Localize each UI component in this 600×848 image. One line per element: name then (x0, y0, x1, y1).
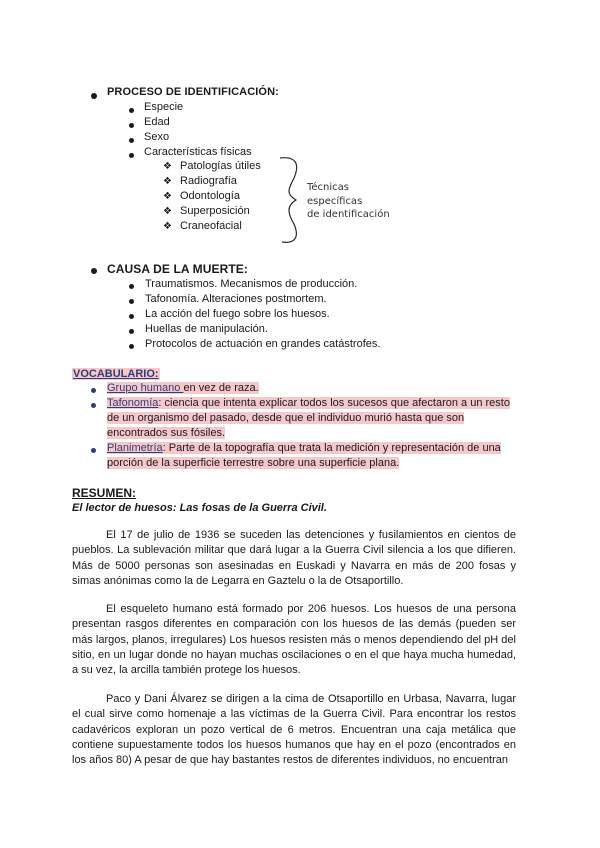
list-item: Huellas de manipulación. (145, 323, 268, 335)
list-item: Traumatismos. Mecanismos de producción. (145, 278, 358, 290)
sub-list-item: Patologías útiles (180, 160, 261, 172)
bullet (91, 388, 96, 393)
paragraph: El 17 de julio de 1936 se suceden las detenciones y fusilamientos en cientos de pueblos. La sublevación militar que dará lugar a la Guerra Civil silencia a los que difieren. Más de 5000 personas son asesinadas en Euskadi y Navarra en más de 200 fosas y simas anónimas como la de Legarra en Gaztelu o la de Otsaportillo. (72, 529, 516, 587)
bullet (129, 284, 134, 289)
bullet (129, 314, 134, 319)
diamond-bullet-icon: ❖ (163, 161, 172, 172)
bullet (91, 403, 96, 408)
identificacion-heading: PROCESO DE IDENTIFICACIÓN: (107, 86, 279, 98)
bullet (129, 299, 134, 304)
bullet (91, 93, 97, 99)
vocab-definition-line: de un organismo del pasado, desde que el individuo murió hasta que son (107, 412, 465, 424)
bullet (129, 108, 134, 113)
vocab-definition: : ciencia que intenta explicar todos los sucesos que afectaron a un resto (158, 397, 510, 409)
vocab-definition-line: porción de la superficie terrestre sobre una superficie plana. (107, 457, 400, 469)
bullet (129, 329, 134, 334)
bullet (129, 344, 134, 349)
list-item: Características físicas (144, 146, 252, 158)
bullet (129, 123, 134, 128)
resumen-subtitle: El lector de huesos: Las fosas de la Guerra Civil. (72, 502, 327, 514)
vocab-item (107, 442, 501, 454)
list-item: Edad (144, 116, 170, 128)
diamond-bullet-icon: ❖ (163, 221, 172, 232)
bullet (91, 448, 96, 453)
sub-list-item: Craneofacial (180, 220, 242, 232)
vocab-term: Planimetría (107, 442, 163, 454)
sub-list-item: Odontología (180, 190, 240, 202)
curly-brace-icon (276, 154, 306, 246)
sub-list-item: Superposición (180, 205, 250, 217)
annotation-line: Técnicas (307, 182, 350, 193)
vocab-definition-line: encontrados sus fósiles. (107, 427, 226, 439)
bullet (129, 138, 134, 143)
vocab-definition: en vez de raza. (183, 382, 259, 394)
vocab-term: Tafonomía (107, 397, 159, 409)
bullet (129, 153, 134, 158)
resumen-title: RESUMEN: (72, 486, 137, 500)
vocab-term: Grupo humano (107, 382, 184, 394)
sub-list-item: Radiografía (180, 175, 237, 187)
list-item: Especie (144, 101, 184, 113)
diamond-bullet-icon: ❖ (163, 176, 172, 187)
vocab-item (107, 397, 510, 409)
list-item: Sexo (144, 131, 170, 143)
list-item: Tafonomía. Alteraciones postmortem. (145, 293, 327, 305)
vocab-item (107, 382, 259, 394)
annotation-line: de identificación (307, 209, 390, 220)
diamond-bullet-icon: ❖ (163, 191, 172, 202)
vocabulario-title: VOCABULARIO: (73, 368, 159, 380)
paragraph: El esqueleto humano está formado por 206 huesos. Los huesos de una persona presentan rasgos diferentes en comparación con los huesos de las demás (pueden ser más largos, planos, irregulares) Los huesos resisten más o menos dependiendo del pH del sitio, en un lugar donde no hayan muchas oscilaciones o en el que haya mucha humedad, a su vez, la arcilla también protege los huesos. (72, 603, 516, 677)
diamond-bullet-icon: ❖ (163, 206, 172, 217)
paragraph: Paco y Dani Álvarez se dirigen a la cima de Otsaportillo en Urbasa, Navarra, lugar el cual sirve como homenaje a las víctimas de la Guerra Civil. Para encontrar los restos cadavéricos exploran un pozo vertical de 6 metros. Encuentran una caja metálica que contiene supuestamente todos los huesos humanos que hay en el pozo (encontrados en los años 80) A pesar de que hay bastantes restos de diferentes individuos, no encuentran (72, 693, 516, 767)
bullet (91, 268, 97, 274)
list-item: La acción del fuego sobre los huesos. (145, 308, 330, 320)
causa-heading: CAUSA DE LA MUERTE: (107, 262, 249, 276)
vocab-definition: : Parte de la topografía que trata la medición y representación de una (162, 442, 501, 454)
annotation-line: específicas (307, 196, 363, 207)
list-item: Protocolos de actuación en grandes catástrofes. (145, 338, 381, 350)
